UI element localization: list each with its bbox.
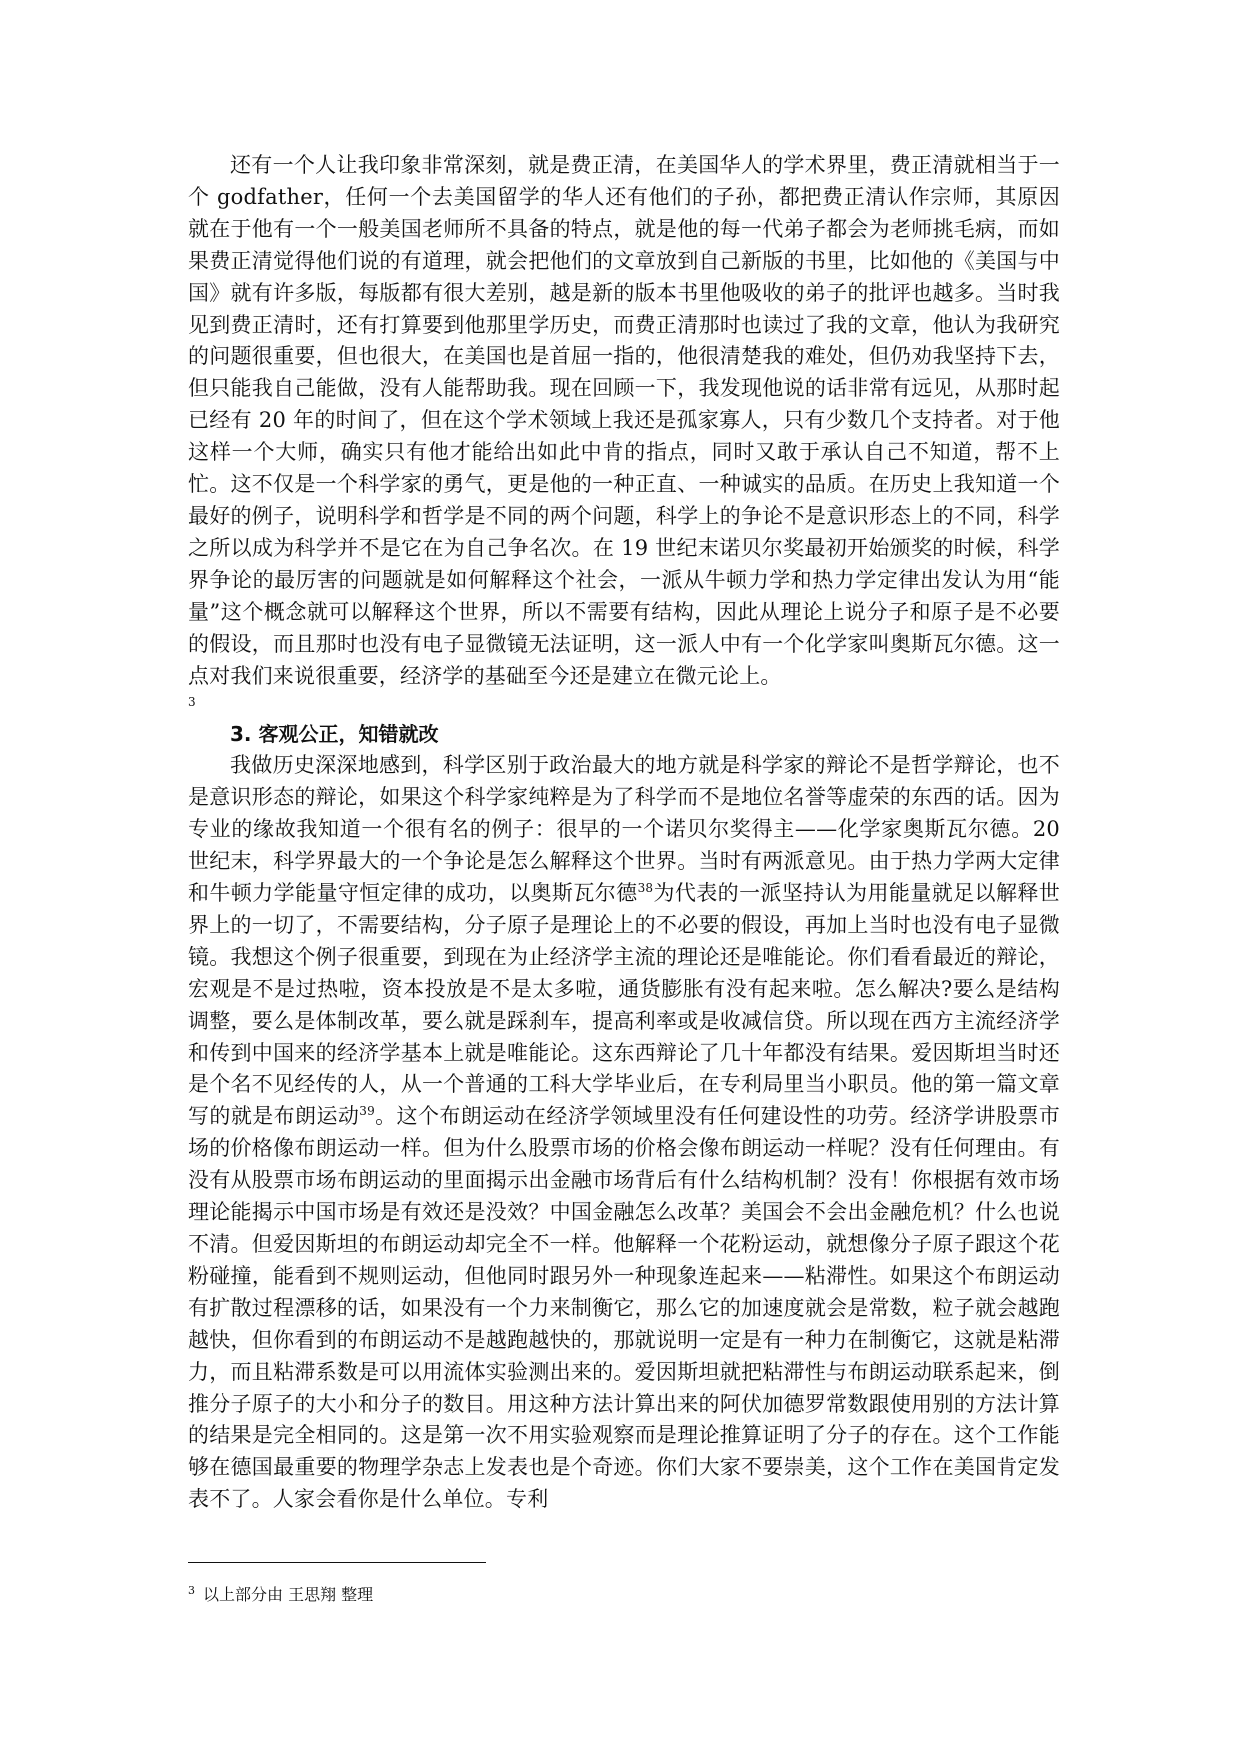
paragraph-feizhengqing: [188, 150, 1060, 692]
footnote: [188, 1584, 373, 1606]
paragraph-text-part-b: 为代表的一派坚持认为用能量就足以解释世界上的一切了，不需要结构，分子原子是理论上的不必要的假设，再加上当时也没有电子显微镜。我想这个例子很重要，到现在为止经济学主流的理论还是唯能论。你们看看最近的辩论，宏观是不是过热啦，资本投放是不是太多啦，通货膨胀有没有起来啦。怎么解决?要么是结构调整，要么是体制改革，要么就是踩刹车，提高利率或是收减信贷。所以现在西方主流经济学和传到中国来的经济学基本上就是唯能论。这东西辩论了几十年都没有结果。爱因斯坦当时还是个名不见经传的人，从一个普通的工科大学毕业后，在专利局里当小职员。他的第一篇文章写的就是布朗运动: [188, 881, 1060, 1129]
footnote-separator: [188, 1562, 486, 1563]
footnote-number: 3: [188, 1583, 195, 1597]
endnote-ref-38: 38: [637, 881, 654, 896]
paragraph-text-part-a: 我做历史深深地感到，科学区别于政治最大的地方就是科学家的辩论不是哲学辩论，也不是意识形态的辩论，如果这个科学家纯粹是为了科学而不是地位名誉等虚荣的东西的话。因为专业的缘故我知道一个很有名的例子：很早的一个诺贝尔奖得主——化学家奥斯瓦尔德。20 世纪末，科学界最大的一个争论是怎么解释这个世界。当时有两派意见。由于热力学两大定律和牛顿力学能量守恒定律的成功，以奥斯瓦尔德: [188, 753, 1060, 906]
paragraph-text: 还有一个人让我印象非常深刻，就是费正清，在美国华人的学术界里，费正清就相当于一个 godfather，任何一个去美国留学的华人还有他们的子孙，都把费正清认作宗师，其原因就在于他有一个一般美国老师所不具备的特点，就是他的每一代弟子都会为老师挑毛病，而如果费正清觉得他们说的有道理，就会把他们的文章放到自己新版的书里，比如他的《美国与中国》就有许多版，每版都有很大差别，越是新的版本书里他吸收的弟子的批评也越多。当时我见到费正清时，还有打算要到他那里学历史，而费正清那时也读过了我的文章，他认为我研究的问题很重要，但也很大，在美国也是首屈一指的，他很清楚我的难处，但仍劝我坚持下去，但只能我自己能做，没有人能帮助我。现在回顾一下，我发现他说的话非常有远见，从那时起已经有 20 年的时间了，但在这个学术领域上我还是孤家寡人，只有少数几个支持者。对于他这样一个大师，确实只有他才能给出如此中肯的指点，同时又敢于承认自己不知道，帮不上忙。这不仅是一个科学家的勇气，更是他的一种正直、一种诚实的品质。在历史上我知道一个最好的例子，说明科学和哲学是不同的两个问题，科学上的争论不是意识形态上的不同，科学之所以成为科学并不是它在为自己争名次。在 19 世纪末诺贝尔奖最初开始颁奖的时候，科学界争论的最厉害的问题就是如何解释这个社会，一派从牛顿力学和热力学定律出发认为用“能量”这个概念就可以解释这个世界，所以不需要有结构，因此从理论上说分子和原子是不必要的假设，而且那时也没有电子显微镜无法证明，这一派人中有一个化学家叫奥斯瓦尔德。这一点对我们来说很重要，经济学的基础至今还是建立在微元论上。: [188, 153, 1060, 688]
section-heading: 3. 客观公正，知错就改: [230, 722, 439, 747]
footnote-text: 以上部分由 王思翔 整理: [203, 1585, 374, 1604]
paragraph-text-part-c: 。这个布朗运动在经济学领域里没有任何建设性的功劳。经济学讲股票市场的价格像布朗运动一样。但为什么股票市场的价格会像布朗运动一样呢？没有任何理由。有没有从股票市场布朗运动的里面揭示出金融市场背后有什么结构机制？没有！你根据有效市场理论能揭示中国市场是有效还是没效？中国金融怎么改革？美国会不会出金融危机？什么也说不清。但爱因斯坦的布朗运动却完全不一样。他解释一个花粉运动，就想像分子原子跟这个花粉碰撞，能看到不规则运动，但他同时跟另外一种现象连起来——粘滞性。如果这个布朗运动有扩散过程漂移的话，如果没有一个力来制衡它，那么它的加速度就会是常数，粒子就会越跑越快，但你看到的布朗运动不是越跑越快的，那就说明一定是有一种力在制衡它，这就是粘滞力，而且粘滞系数是可以用流体实验测出来的。爱因斯坦就把粘滞性与布朗运动联系起来，倒推分子原子的大小和分子的数目。用这种方法计算出来的阿伏加德罗常数跟使用别的方法计算的结果是完全相同的。这是第一次不用实验观察而是理论推算证明了分子的存在。这个工作能够在德国最重要的物理学杂志上发表也是个奇迹。你们大家不要崇美，这个工作在美国肯定发表不了。人家会看你是什么单位。专利: [188, 1104, 1060, 1512]
paragraph-brownian-motion: [188, 750, 1060, 1516]
footnote-reference-mark: 3: [188, 695, 196, 710]
endnote-ref-39: 39: [359, 1104, 375, 1119]
document-body: [188, 150, 1060, 1516]
